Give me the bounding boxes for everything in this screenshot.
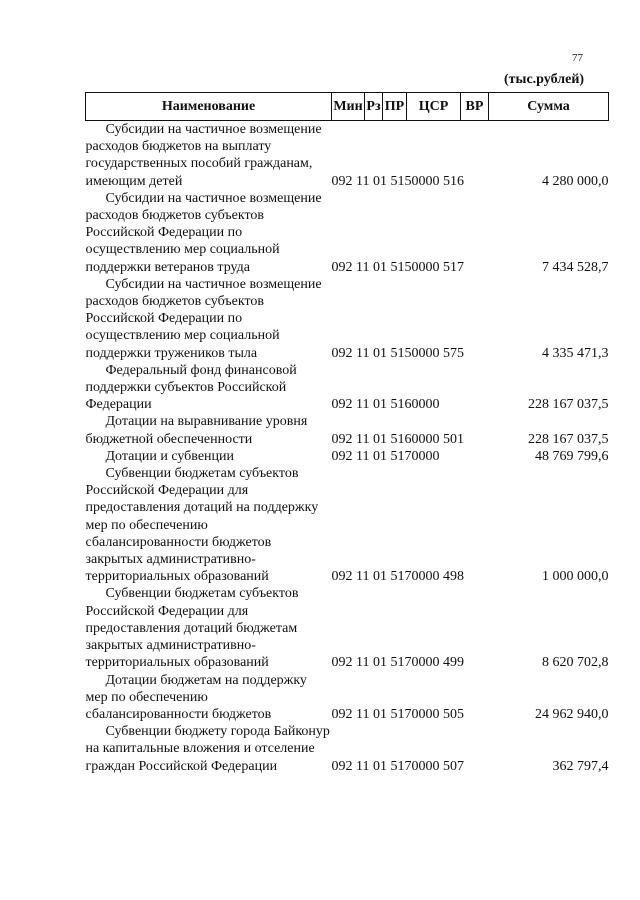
budget-table bbox=[85, 92, 609, 775]
row-amount: 228 167 037,5 bbox=[528, 397, 609, 413]
table-row bbox=[86, 121, 609, 190]
row-amount: 24 962 940,0 bbox=[535, 706, 609, 722]
row-amount: 228 167 037,5 bbox=[528, 431, 609, 447]
table-row bbox=[86, 190, 609, 276]
row-amount: 362 797,4 bbox=[552, 758, 609, 774]
row-codes: 092 11 01 5150000 516 bbox=[331, 173, 464, 189]
units-label: (тыс.рублей) bbox=[504, 72, 585, 87]
row-name: Субсидии на частичное возмещение расходов бюджетов субъектов Российской Федерации по осуществлению мер социальной поддержки ветеранов труда bbox=[85, 190, 322, 275]
row-codes: 092 11 01 5170000 507 bbox=[331, 758, 464, 774]
header-sum: Сумма bbox=[489, 93, 609, 121]
row-name: Дотации и субвенции bbox=[105, 448, 235, 464]
table-row bbox=[86, 448, 609, 465]
table-row bbox=[86, 465, 609, 585]
header-pr: ПР bbox=[383, 93, 407, 121]
row-name: Субвенции бюджету города Байконур на капитальные вложения и отселение граждан Российской Федерации bbox=[85, 724, 330, 774]
page-number: 77 bbox=[572, 52, 583, 64]
row-amount: 4 335 471,3 bbox=[542, 345, 609, 361]
row-codes: 092 11 01 5170000 bbox=[331, 448, 440, 464]
row-amount: 8 620 702,8 bbox=[542, 655, 609, 671]
header-rz: Рз bbox=[365, 93, 383, 121]
header-min: Мин bbox=[332, 93, 365, 121]
row-name: Субвенции бюджетам субъектов Российской Федерации для предоставления дотаций на поддержку мер по обеспечению сбалансированности бюджетов закрытых административно-территориальных образований bbox=[85, 466, 319, 585]
row-name: Дотации на выравнивание уровня бюджетной обеспеченности bbox=[85, 414, 308, 447]
row-name: Субсидии на частичное возмещение расходов бюджетов на выплату государственных пособий гражданам, имеющим детей bbox=[85, 122, 322, 189]
row-codes: 092 11 01 5150000 575 bbox=[331, 345, 464, 361]
row-name: Федеральный фонд финансовой поддержки субъектов Российской Федерации bbox=[85, 362, 297, 413]
row-amount: 4 280 000,0 bbox=[542, 173, 609, 189]
row-name: Дотации бюджетам на поддержку мер по обеспечению сбалансированности бюджетов bbox=[85, 672, 307, 722]
table-row bbox=[86, 413, 609, 447]
row-codes: 092 11 01 5170000 499 bbox=[331, 655, 464, 671]
table-row bbox=[86, 362, 609, 414]
header-vr: ВР bbox=[461, 93, 489, 121]
row-codes: 092 11 01 5170000 498 bbox=[331, 569, 464, 585]
row-name: Субвенции бюджетам субъектов Российской Федерации для предоставления дотаций бюджетам закрытых административно-территориальных образований bbox=[85, 586, 299, 671]
header-name: Наименование bbox=[86, 93, 332, 121]
row-codes: 092 11 01 5170000 505 bbox=[331, 706, 464, 722]
row-name: Субсидии на частичное возмещение расходов бюджетов субъектов Российской Федерации по осуществлению мер социальной поддержки тружеников тыла bbox=[85, 276, 322, 361]
table-row bbox=[86, 585, 609, 671]
row-amount: 1 000 000,0 bbox=[542, 569, 609, 585]
table-header-row bbox=[86, 93, 609, 121]
table-row bbox=[86, 672, 609, 724]
row-codes: 092 11 01 5160000 bbox=[331, 397, 440, 413]
header-csr: ЦСР bbox=[407, 93, 461, 121]
row-amount: 7 434 528,7 bbox=[542, 259, 609, 275]
row-amount: 48 769 799,6 bbox=[535, 448, 609, 464]
table-row bbox=[86, 723, 609, 775]
row-codes: 092 11 01 5150000 517 bbox=[331, 259, 464, 275]
row-codes: 092 11 01 5160000 501 bbox=[331, 431, 464, 447]
table-row bbox=[86, 276, 609, 362]
